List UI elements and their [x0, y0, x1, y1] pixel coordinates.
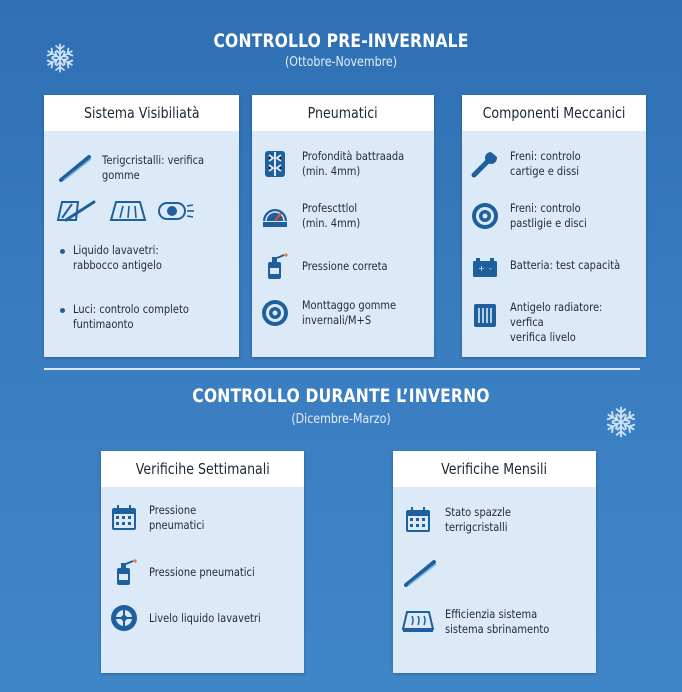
list-item	[60, 302, 208, 332]
item-text: Freni: controlo pastligie e disci	[510, 201, 587, 230]
wiper-blade-icon	[58, 153, 94, 183]
windshield-defrost-icon	[401, 607, 435, 633]
wipers-icon	[56, 198, 100, 224]
section-subtitle-during-winter: (Dicembre-Marzo)	[291, 412, 391, 427]
item-text: Efficienzia sistema sistema sbrinamento	[445, 607, 550, 636]
headlight-icon	[156, 198, 196, 224]
item-text: Profescttlol (min. 4mm)	[302, 201, 361, 230]
wiper-blade-icon	[403, 558, 439, 588]
brake-disc-icon	[470, 201, 500, 231]
calendar-icon	[403, 505, 433, 535]
item-text: Stato spazzle terrigcristalli	[445, 505, 512, 534]
wrench-icon	[470, 149, 500, 179]
card-title: Sistema Visibiliatà	[44, 95, 239, 131]
card-title: Pneumatici	[252, 95, 434, 131]
card-monthly-checks	[393, 451, 596, 673]
item-text: Liquido lavavetri: rabbocco antigelo	[73, 243, 162, 272]
item-text: Livelo liquido lavavetri	[149, 611, 261, 625]
card-visibility-system	[44, 95, 239, 357]
list-item	[470, 201, 599, 231]
item-text: Pressione correta	[302, 259, 388, 273]
calendar-icon	[109, 503, 139, 533]
battery-icon	[470, 252, 500, 282]
card-title: Componenti Meccanici	[462, 95, 646, 131]
list-item	[260, 201, 370, 231]
section-title-pre-winter: CONTROLLO PRE-INVERNALE	[213, 30, 469, 52]
item-text: Terigcristalli: verifica gomme	[102, 153, 205, 182]
list-item	[260, 149, 421, 179]
item-text: Pressione pneumatici	[149, 503, 205, 532]
list-item	[403, 505, 522, 535]
section-divider	[44, 368, 640, 370]
card-mechanical-components	[462, 95, 646, 357]
card-weekly-checks	[101, 451, 304, 673]
item-text: Freni: controlo cartige e dissi	[510, 149, 581, 178]
bullet-icon	[60, 249, 65, 254]
item-text: Luci: controlo completo funtimaonto	[73, 302, 189, 331]
item-text: Monttaggo gomme invernali/M+S	[302, 298, 397, 327]
list-item	[109, 557, 272, 587]
brake-disc-icon	[260, 298, 290, 328]
item-text: Profondità battraada (min. 4mm)	[302, 149, 405, 178]
bullet-icon	[60, 308, 65, 313]
visibility-icons-row	[56, 198, 196, 224]
item-text: Batteria: test capacità	[510, 258, 621, 272]
section-title-during-winter: CONTROLLO DURANTE L’INVERNO	[192, 385, 490, 407]
list-item	[109, 603, 279, 633]
list-item	[60, 243, 176, 273]
card-title: Verificihe Settimanali	[101, 451, 304, 487]
list-item	[470, 149, 592, 179]
list-item	[58, 153, 221, 183]
item-text: Antigelo radiatore: verfica verifica livelo	[510, 300, 603, 344]
list-item	[109, 503, 213, 533]
fluid-bottle-icon	[109, 557, 139, 587]
tire-icon	[109, 603, 139, 633]
list-item	[470, 300, 646, 345]
list-item	[260, 298, 411, 328]
radiator-icon	[470, 300, 500, 330]
list-item	[260, 251, 402, 281]
fluid-bottle-icon	[260, 251, 290, 281]
windshield-icon	[108, 198, 148, 224]
card-title: Verificihe Mensili	[393, 451, 596, 487]
list-item	[403, 558, 439, 588]
pressure-gauge-icon	[260, 201, 290, 231]
tire-tread-icon	[260, 149, 290, 179]
list-item	[401, 607, 566, 637]
item-text: Pressione pneumatici	[149, 565, 255, 579]
list-item	[470, 252, 638, 282]
card-tires	[252, 95, 434, 357]
section-subtitle-pre-winter: (Ottobre-Novembre)	[284, 55, 398, 70]
